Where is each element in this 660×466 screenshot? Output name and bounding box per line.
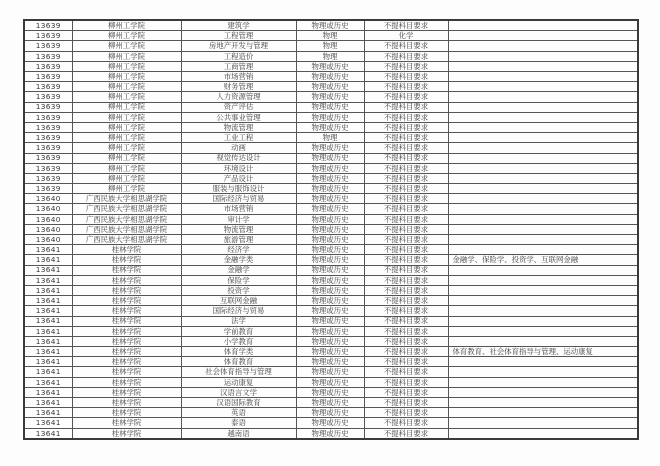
table-row: [24, 367, 638, 377]
major-cell: 体育教育: [181, 357, 296, 367]
major-cell: 财务管理: [181, 82, 296, 92]
requirement-cell: 不提科目要求: [364, 306, 448, 316]
requirement-cell: 不提科目要求: [364, 316, 448, 326]
table-row: [24, 194, 638, 204]
code-cell: 13639: [24, 61, 72, 71]
subject-cell: 物理或历史: [296, 92, 364, 102]
note-cell: [448, 387, 638, 397]
institution-cell: 柳州工学院: [72, 31, 181, 41]
note-cell: [448, 20, 638, 31]
major-cell: 市场营销: [181, 72, 296, 82]
requirement-cell: 不提科目要求: [364, 428, 448, 439]
code-cell: 13641: [24, 326, 72, 336]
table-body: [24, 20, 638, 439]
institution-cell: 柳州工学院: [72, 143, 181, 153]
major-cell: 英语: [181, 408, 296, 418]
subject-cell: 物理或历史: [296, 255, 364, 265]
requirement-cell: 不提科目要求: [364, 122, 448, 132]
major-cell: 保险学: [181, 275, 296, 285]
note-cell: [448, 143, 638, 153]
note-cell: [448, 235, 638, 245]
requirement-cell: 不提科目要求: [364, 184, 448, 194]
table-row: [24, 377, 638, 387]
major-cell: 审计学: [181, 214, 296, 224]
subject-cell: 物理: [296, 133, 364, 143]
institution-cell: 柳州工学院: [72, 163, 181, 173]
institution-cell: 桂林学院: [72, 347, 181, 357]
table-row: [24, 204, 638, 214]
table-row: [24, 82, 638, 92]
note-cell: [448, 133, 638, 143]
requirement-cell: 不提科目要求: [364, 224, 448, 234]
code-cell: 13639: [24, 41, 72, 51]
requirement-cell: 不提科目要求: [364, 265, 448, 275]
table-row: [24, 306, 638, 316]
note-cell: 体育教育、社会体育指导与管理、运动康复: [448, 347, 638, 357]
table-row: [24, 245, 638, 255]
note-cell: [448, 316, 638, 326]
subject-cell: 物理或历史: [296, 377, 364, 387]
major-cell: 小学教育: [181, 336, 296, 346]
code-cell: 13641: [24, 367, 72, 377]
institution-cell: 柳州工学院: [72, 92, 181, 102]
major-cell: 公共事业管理: [181, 112, 296, 122]
code-cell: 13641: [24, 255, 72, 265]
table-row: [24, 255, 638, 265]
requirement-cell: 不提科目要求: [364, 143, 448, 153]
institution-cell: 桂林学院: [72, 428, 181, 439]
code-cell: 13639: [24, 20, 72, 31]
note-cell: [448, 153, 638, 163]
table-row: [24, 336, 638, 346]
requirement-cell: 不提科目要求: [364, 398, 448, 408]
note-cell: [448, 285, 638, 295]
subject-cell: 物理或历史: [296, 316, 364, 326]
code-cell: 13639: [24, 153, 72, 163]
major-cell: 资产评估: [181, 102, 296, 112]
code-cell: 13639: [24, 173, 72, 183]
requirement-cell: 不提科目要求: [364, 387, 448, 397]
subject-cell: 物理或历史: [296, 143, 364, 153]
institution-cell: 柳州工学院: [72, 133, 181, 143]
table-row: [24, 173, 638, 183]
institution-cell: 桂林学院: [72, 306, 181, 316]
table-row: [24, 51, 638, 61]
table-row: [24, 296, 638, 306]
institution-cell: 桂林学院: [72, 245, 181, 255]
table-row: [24, 265, 638, 275]
note-cell: [448, 306, 638, 316]
requirement-cell: 不提科目要求: [364, 72, 448, 82]
institution-cell: 柳州工学院: [72, 41, 181, 51]
requirement-cell: 不提科目要求: [364, 275, 448, 285]
subject-cell: 物理或历史: [296, 245, 364, 255]
subject-cell: 物理或历史: [296, 184, 364, 194]
code-cell: 13641: [24, 336, 72, 346]
major-cell: 体育学类: [181, 347, 296, 357]
code-cell: 13639: [24, 184, 72, 194]
code-cell: 13641: [24, 306, 72, 316]
code-cell: 13641: [24, 387, 72, 397]
table-row: [24, 326, 638, 336]
note-cell: [448, 265, 638, 275]
major-cell: 旅游管理: [181, 235, 296, 245]
table-row: [24, 153, 638, 163]
table-row: [24, 275, 638, 285]
code-cell: 13641: [24, 408, 72, 418]
code-cell: 13641: [24, 245, 72, 255]
requirement-cell: 不提科目要求: [364, 408, 448, 418]
institution-cell: 桂林学院: [72, 408, 181, 418]
table-row: [24, 408, 638, 418]
requirement-cell: 不提科目要求: [364, 336, 448, 346]
code-cell: 13641: [24, 296, 72, 306]
major-cell: 金融学类: [181, 255, 296, 265]
institution-cell: 柳州工学院: [72, 102, 181, 112]
requirement-cell: 不提科目要求: [364, 326, 448, 336]
subject-cell: 物理或历史: [296, 296, 364, 306]
table-row: [24, 61, 638, 71]
table-row: [24, 316, 638, 326]
subject-cell: 物理或历史: [296, 265, 364, 275]
major-cell: 环境设计: [181, 163, 296, 173]
major-cell: 物流管理: [181, 122, 296, 132]
requirement-cell: 不提科目要求: [364, 41, 448, 51]
code-cell: 13639: [24, 82, 72, 92]
code-cell: 13639: [24, 143, 72, 153]
requirement-cell: 不提科目要求: [364, 235, 448, 245]
institution-cell: 桂林学院: [72, 275, 181, 285]
institution-cell: 广西民族大学相思湖学院: [72, 204, 181, 214]
note-cell: [448, 194, 638, 204]
requirement-cell: 不提科目要求: [364, 173, 448, 183]
institution-cell: 桂林学院: [72, 367, 181, 377]
requirement-cell: 不提科目要求: [364, 245, 448, 255]
note-cell: [448, 418, 638, 428]
table-row: [24, 41, 638, 51]
subject-cell: 物理或历史: [296, 306, 364, 316]
subject-cell: 物理或历史: [296, 326, 364, 336]
subject-cell: 物理: [296, 41, 364, 51]
subject-cell: 物理或历史: [296, 122, 364, 132]
requirement-cell: 不提科目要求: [364, 367, 448, 377]
note-cell: [448, 41, 638, 51]
code-cell: 13641: [24, 357, 72, 367]
subject-cell: 物理或历史: [296, 214, 364, 224]
code-cell: 13639: [24, 102, 72, 112]
note-cell: 金融学、保险学、投资学、互联网金融: [448, 255, 638, 265]
institution-cell: 柳州工学院: [72, 61, 181, 71]
major-cell: 学前教育: [181, 326, 296, 336]
note-cell: [448, 336, 638, 346]
code-cell: 13641: [24, 275, 72, 285]
major-cell: 国际经济与贸易: [181, 194, 296, 204]
major-cell: 工程管理: [181, 31, 296, 41]
note-cell: [448, 173, 638, 183]
major-cell: 建筑学: [181, 20, 296, 31]
code-cell: 13640: [24, 204, 72, 214]
table-row: [24, 347, 638, 357]
requirement-cell: 不提科目要求: [364, 418, 448, 428]
institution-cell: 桂林学院: [72, 326, 181, 336]
institution-cell: 柳州工学院: [72, 173, 181, 183]
subject-cell: 物理或历史: [296, 204, 364, 214]
subject-cell: 物理或历史: [296, 347, 364, 357]
institution-cell: 柳州工学院: [72, 153, 181, 163]
table-row: [24, 418, 638, 428]
code-cell: 13639: [24, 72, 72, 82]
major-cell: 物流管理: [181, 224, 296, 234]
note-cell: [448, 204, 638, 214]
code-cell: 13641: [24, 316, 72, 326]
requirement-cell: 不提科目要求: [364, 61, 448, 71]
table-row: [24, 235, 638, 245]
code-cell: 13640: [24, 194, 72, 204]
institution-cell: 柳州工学院: [72, 122, 181, 132]
institution-cell: 广西民族大学相思湖学院: [72, 235, 181, 245]
major-cell: 市场营销: [181, 204, 296, 214]
requirement-cell: 不提科目要求: [364, 153, 448, 163]
major-cell: 人力资源管理: [181, 92, 296, 102]
institution-cell: 桂林学院: [72, 336, 181, 346]
subject-cell: 物理或历史: [296, 275, 364, 285]
enrollment-requirements-table: [23, 19, 639, 440]
subject-cell: 物理或历史: [296, 72, 364, 82]
subject-cell: 物理: [296, 31, 364, 41]
subject-cell: 物理或历史: [296, 336, 364, 346]
code-cell: 13640: [24, 214, 72, 224]
requirement-cell: 不提科目要求: [364, 51, 448, 61]
subject-cell: 物理或历史: [296, 194, 364, 204]
note-cell: [448, 408, 638, 418]
major-cell: 越南语: [181, 428, 296, 439]
subject-cell: 物理或历史: [296, 153, 364, 163]
subject-cell: 物理或历史: [296, 235, 364, 245]
table-row: [24, 143, 638, 153]
major-cell: 社会体育指导与管理: [181, 367, 296, 377]
requirement-cell: 不提科目要求: [364, 133, 448, 143]
requirement-cell: 不提科目要求: [364, 112, 448, 122]
major-cell: 工程造价: [181, 51, 296, 61]
code-cell: 13641: [24, 347, 72, 357]
major-cell: 动画: [181, 143, 296, 153]
major-cell: 汉语言文学: [181, 387, 296, 397]
note-cell: [448, 122, 638, 132]
subject-cell: 物理或历史: [296, 61, 364, 71]
institution-cell: 桂林学院: [72, 398, 181, 408]
major-cell: 工业工程: [181, 133, 296, 143]
note-cell: [448, 326, 638, 336]
subject-cell: 物理或历史: [296, 173, 364, 183]
code-cell: 13639: [24, 163, 72, 173]
requirement-cell: 化学: [364, 31, 448, 41]
subject-cell: 物理或历史: [296, 285, 364, 295]
table-row: [24, 224, 638, 234]
requirement-cell: 不提科目要求: [364, 163, 448, 173]
table-row: [24, 214, 638, 224]
major-cell: 泰语: [181, 418, 296, 428]
requirement-cell: 不提科目要求: [364, 347, 448, 357]
subject-cell: 物理或历史: [296, 112, 364, 122]
note-cell: [448, 398, 638, 408]
code-cell: 13639: [24, 122, 72, 132]
table-row: [24, 357, 638, 367]
subject-cell: 物理或历史: [296, 224, 364, 234]
note-cell: [448, 377, 638, 387]
table-row: [24, 387, 638, 397]
code-cell: 13639: [24, 133, 72, 143]
note-cell: [448, 184, 638, 194]
requirement-cell: 不提科目要求: [364, 194, 448, 204]
subject-cell: 物理或历史: [296, 398, 364, 408]
subject-cell: 物理或历史: [296, 408, 364, 418]
major-cell: 视觉传达设计: [181, 153, 296, 163]
major-cell: 互联网金融: [181, 296, 296, 306]
requirement-cell: 不提科目要求: [364, 377, 448, 387]
note-cell: [448, 296, 638, 306]
code-cell: 13639: [24, 112, 72, 122]
institution-cell: 桂林学院: [72, 255, 181, 265]
major-cell: 运动康复: [181, 377, 296, 387]
note-cell: [448, 51, 638, 61]
table-row: [24, 31, 638, 41]
table-row: [24, 102, 638, 112]
major-cell: 工商管理: [181, 61, 296, 71]
note-cell: [448, 92, 638, 102]
requirement-cell: 不提科目要求: [364, 296, 448, 306]
requirement-cell: 不提科目要求: [364, 255, 448, 265]
table-row: [24, 72, 638, 82]
requirement-cell: 不提科目要求: [364, 204, 448, 214]
code-cell: 13641: [24, 285, 72, 295]
institution-cell: 广西民族大学相思湖学院: [72, 224, 181, 234]
table-row: [24, 184, 638, 194]
major-cell: 投资学: [181, 285, 296, 295]
code-cell: 13641: [24, 377, 72, 387]
institution-cell: 桂林学院: [72, 357, 181, 367]
institution-cell: 柳州工学院: [72, 82, 181, 92]
institution-cell: 广西民族大学相思湖学院: [72, 194, 181, 204]
institution-cell: 柳州工学院: [72, 72, 181, 82]
subject-cell: 物理或历史: [296, 102, 364, 112]
note-cell: [448, 367, 638, 377]
note-cell: [448, 245, 638, 255]
requirement-cell: 不提科目要求: [364, 82, 448, 92]
major-cell: 法学: [181, 316, 296, 326]
institution-cell: 桂林学院: [72, 285, 181, 295]
table-row: [24, 163, 638, 173]
institution-cell: 桂林学院: [72, 418, 181, 428]
institution-cell: 柳州工学院: [72, 20, 181, 31]
institution-cell: 柳州工学院: [72, 112, 181, 122]
institution-cell: 广西民族大学相思湖学院: [72, 214, 181, 224]
note-cell: [448, 163, 638, 173]
institution-cell: 桂林学院: [72, 316, 181, 326]
code-cell: 13641: [24, 398, 72, 408]
note-cell: [448, 31, 638, 41]
table-row: [24, 133, 638, 143]
note-cell: [448, 224, 638, 234]
major-cell: 服装与服饰设计: [181, 184, 296, 194]
subject-cell: 物理或历史: [296, 367, 364, 377]
subject-cell: 物理: [296, 51, 364, 61]
code-cell: 13641: [24, 428, 72, 439]
note-cell: [448, 357, 638, 367]
code-cell: 13639: [24, 31, 72, 41]
institution-cell: 桂林学院: [72, 265, 181, 275]
table-row: [24, 285, 638, 295]
note-cell: [448, 112, 638, 122]
subject-cell: 物理或历史: [296, 387, 364, 397]
subject-cell: 物理或历史: [296, 82, 364, 92]
table-row: [24, 428, 638, 439]
major-cell: 房地产开发与管理: [181, 41, 296, 51]
major-cell: 产品设计: [181, 173, 296, 183]
table-row: [24, 122, 638, 132]
institution-cell: 桂林学院: [72, 377, 181, 387]
major-cell: 国际经济与贸易: [181, 306, 296, 316]
institution-cell: 桂林学院: [72, 387, 181, 397]
code-cell: 13639: [24, 51, 72, 61]
requirement-cell: 不提科目要求: [364, 285, 448, 295]
note-cell: [448, 428, 638, 439]
code-cell: 13641: [24, 265, 72, 275]
institution-cell: 柳州工学院: [72, 184, 181, 194]
subject-cell: 物理或历史: [296, 418, 364, 428]
table-row: [24, 20, 638, 31]
note-cell: [448, 61, 638, 71]
note-cell: [448, 214, 638, 224]
subject-cell: 物理或历史: [296, 163, 364, 173]
subject-cell: 物理或历史: [296, 357, 364, 367]
table-row: [24, 92, 638, 102]
table-row: [24, 112, 638, 122]
institution-cell: 柳州工学院: [72, 51, 181, 61]
code-cell: 13639: [24, 92, 72, 102]
major-cell: 汉语国际教育: [181, 398, 296, 408]
note-cell: [448, 275, 638, 285]
subject-cell: 物理或历史: [296, 20, 364, 31]
table-row: [24, 398, 638, 408]
note-cell: [448, 102, 638, 112]
code-cell: 13640: [24, 224, 72, 234]
code-cell: 13640: [24, 235, 72, 245]
requirement-cell: 不提科目要求: [364, 20, 448, 31]
subject-cell: 物理或历史: [296, 428, 364, 439]
note-cell: [448, 72, 638, 82]
institution-cell: 桂林学院: [72, 296, 181, 306]
requirement-cell: 不提科目要求: [364, 214, 448, 224]
note-cell: [448, 82, 638, 92]
requirement-cell: 不提科目要求: [364, 92, 448, 102]
requirement-cell: 不提科目要求: [364, 102, 448, 112]
major-cell: 金融学: [181, 265, 296, 275]
requirement-cell: 不提科目要求: [364, 357, 448, 367]
code-cell: 13641: [24, 418, 72, 428]
major-cell: 经济学: [181, 245, 296, 255]
